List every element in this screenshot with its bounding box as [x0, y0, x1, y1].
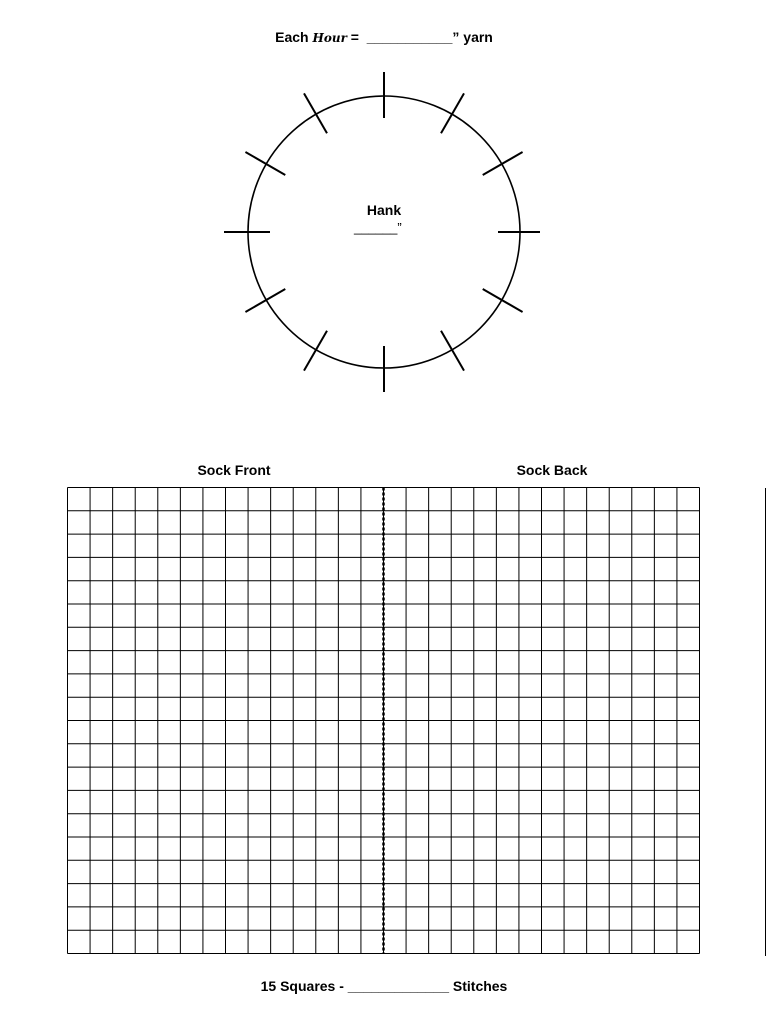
stitch-chart-grid [66, 486, 702, 956]
yarn-label: ” yarn [452, 29, 493, 45]
hour-tick [304, 93, 327, 133]
hour-tick [441, 93, 464, 133]
hank-length-blank: ______” [354, 220, 402, 235]
sock-front-label: Sock Front [197, 462, 271, 478]
hour-tick [441, 331, 464, 371]
hour-tick [483, 152, 523, 175]
sock-back-label: Sock Back [516, 462, 588, 478]
hour-word: Hour [312, 31, 347, 45]
gauge-footer: 15 Squares - _____________ Stitches [260, 978, 508, 994]
right-margin-rule [765, 488, 766, 956]
hour-tick [483, 289, 523, 312]
hour-tick [304, 331, 327, 371]
hour-tick [245, 152, 285, 175]
yarn-per-hour-line [0, 29, 768, 45]
each-label: Each [275, 29, 309, 45]
hour-tick [245, 289, 285, 312]
hank-label: Hank [366, 202, 402, 218]
yarn-length-blank: = ___________ [350, 29, 453, 45]
